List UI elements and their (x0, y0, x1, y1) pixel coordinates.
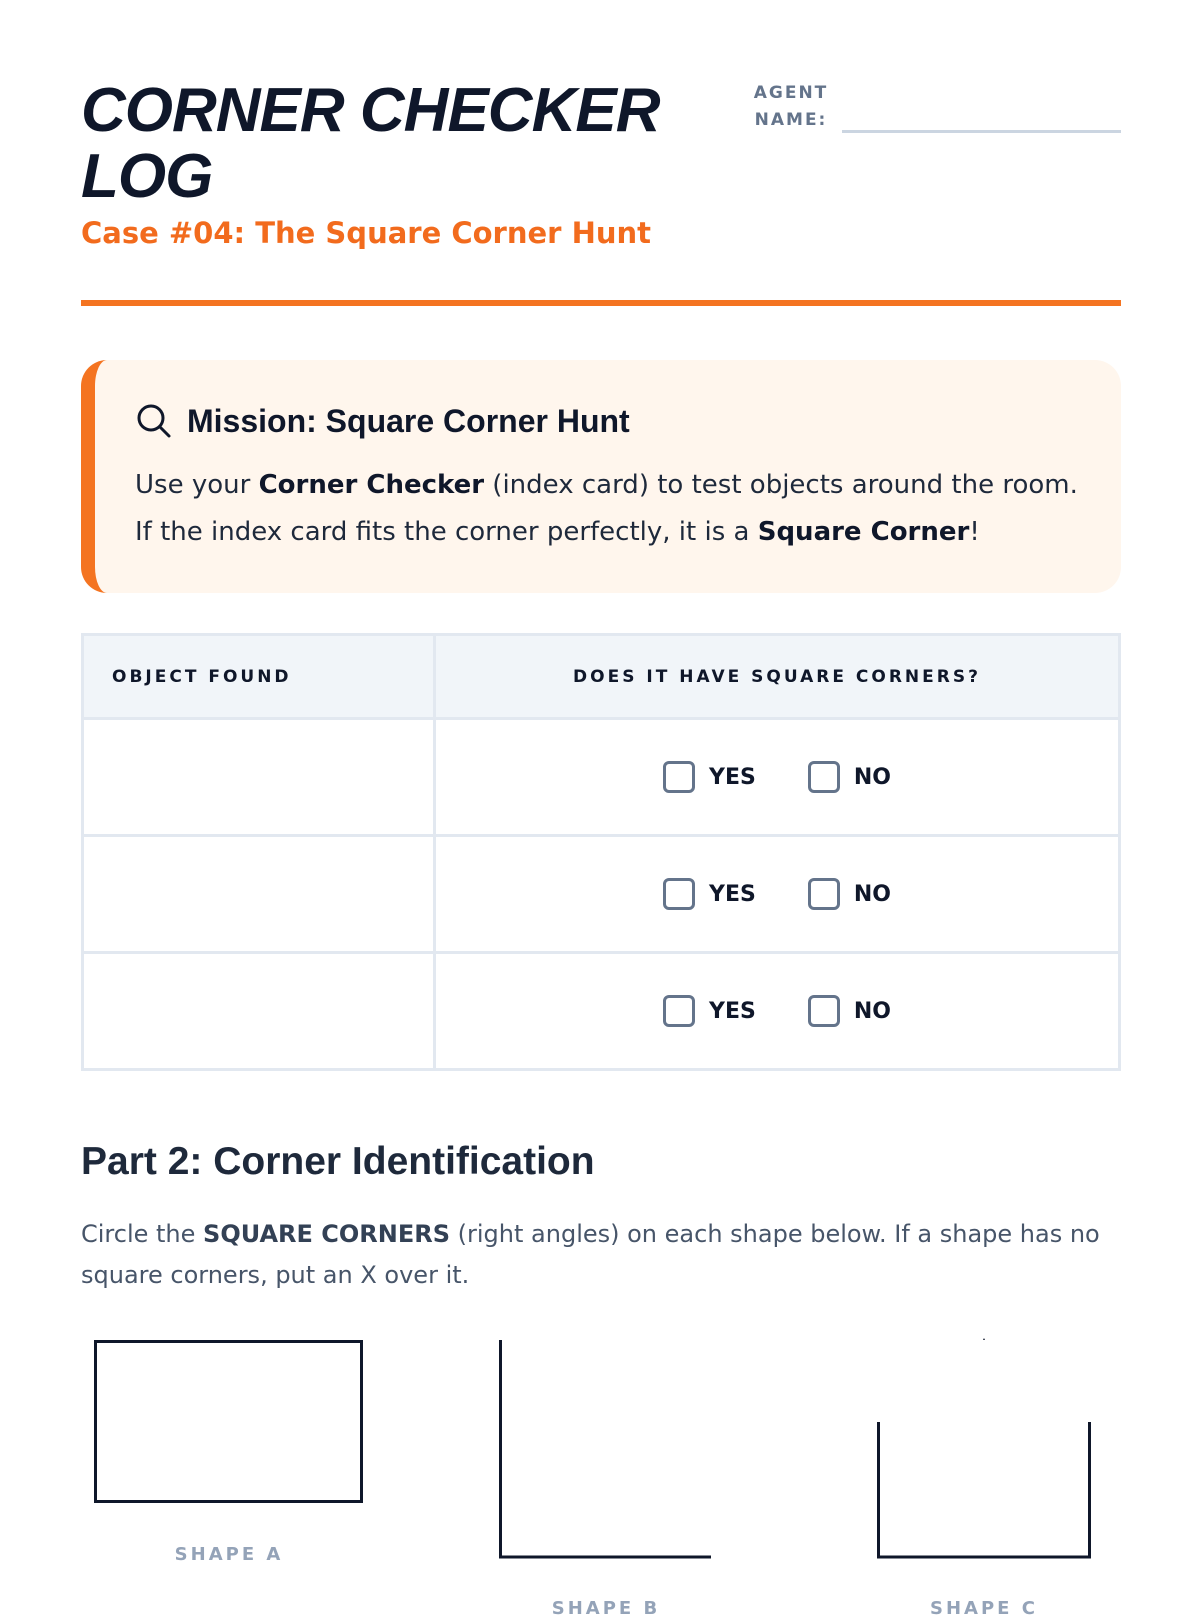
shape-c-pentagon[interactable] (877, 1338, 1097, 1560)
answer-cell (435, 953, 1120, 1070)
shape-c-label: SHAPE C (930, 1598, 1038, 1619)
shape-a-rectangle[interactable] (94, 1340, 364, 1504)
mission-title: Mission: Square Corner Hunt (187, 402, 630, 439)
mission-line-1: Use your Corner Checker (index card) to test objects around the room. (135, 470, 1078, 500)
no-option[interactable] (808, 761, 891, 793)
agent-name-field[interactable] (842, 130, 1121, 133)
shape-b-label: SHAPE B (551, 1598, 661, 1619)
mission-header (135, 402, 630, 440)
table-row (83, 719, 1120, 836)
shape-b-right-angle[interactable] (499, 1340, 719, 1560)
no-label: NO (853, 881, 891, 907)
yes-option[interactable] (663, 761, 756, 793)
yes-checkbox[interactable] (663, 878, 695, 910)
shapes-area (81, 1330, 1121, 1619)
no-label: NO (853, 998, 891, 1024)
mission-card (81, 360, 1121, 593)
answer-cell (435, 836, 1120, 953)
table-row (83, 953, 1120, 1070)
no-option[interactable] (808, 878, 891, 910)
search-icon (135, 402, 173, 440)
agent-name-label: AGENT NAME: (753, 83, 829, 130)
yes-option[interactable] (663, 995, 756, 1027)
part2-instructions: Circle the SQUARE CORNERS (right angles) on each shape below. If a shape has no square corners, put an X over it. (81, 1220, 1100, 1289)
page-title: CORNER CHECKER LOG (81, 76, 660, 211)
column-header-square-corners: DOES IT HAVE SQUARE CORNERS? (435, 635, 1120, 719)
object-found-cell[interactable] (83, 953, 435, 1070)
table-row (83, 836, 1120, 953)
yes-checkbox[interactable] (663, 761, 695, 793)
header-divider (81, 300, 1121, 306)
case-subtitle: Case #04: The Square Corner Hunt (81, 216, 651, 250)
yes-checkbox[interactable] (663, 995, 695, 1027)
mission-line-2: If the index card fits the corner perfectly, it is a Square Corner! (135, 517, 980, 547)
worksheet-page (81, 0, 1121, 1619)
object-found-cell[interactable] (83, 719, 435, 836)
part2-title: Part 2: Corner Identification (81, 1140, 595, 1183)
yes-label: YES (709, 998, 756, 1024)
no-label: NO (853, 764, 891, 790)
object-found-cell[interactable] (83, 836, 435, 953)
shape-a-label: SHAPE A (174, 1544, 284, 1565)
answer-cell (435, 719, 1120, 836)
no-checkbox[interactable] (808, 761, 840, 793)
table-header-row (83, 635, 1120, 719)
mission-instructions (135, 462, 1095, 556)
corner-log-table (81, 633, 1121, 1071)
yes-label: YES (709, 881, 756, 907)
no-checkbox[interactable] (808, 878, 840, 910)
column-header-object: OBJECT FOUND (83, 635, 435, 719)
no-checkbox[interactable] (808, 995, 840, 1027)
no-option[interactable] (808, 995, 891, 1027)
yes-option[interactable] (663, 878, 756, 910)
yes-label: YES (709, 764, 756, 790)
